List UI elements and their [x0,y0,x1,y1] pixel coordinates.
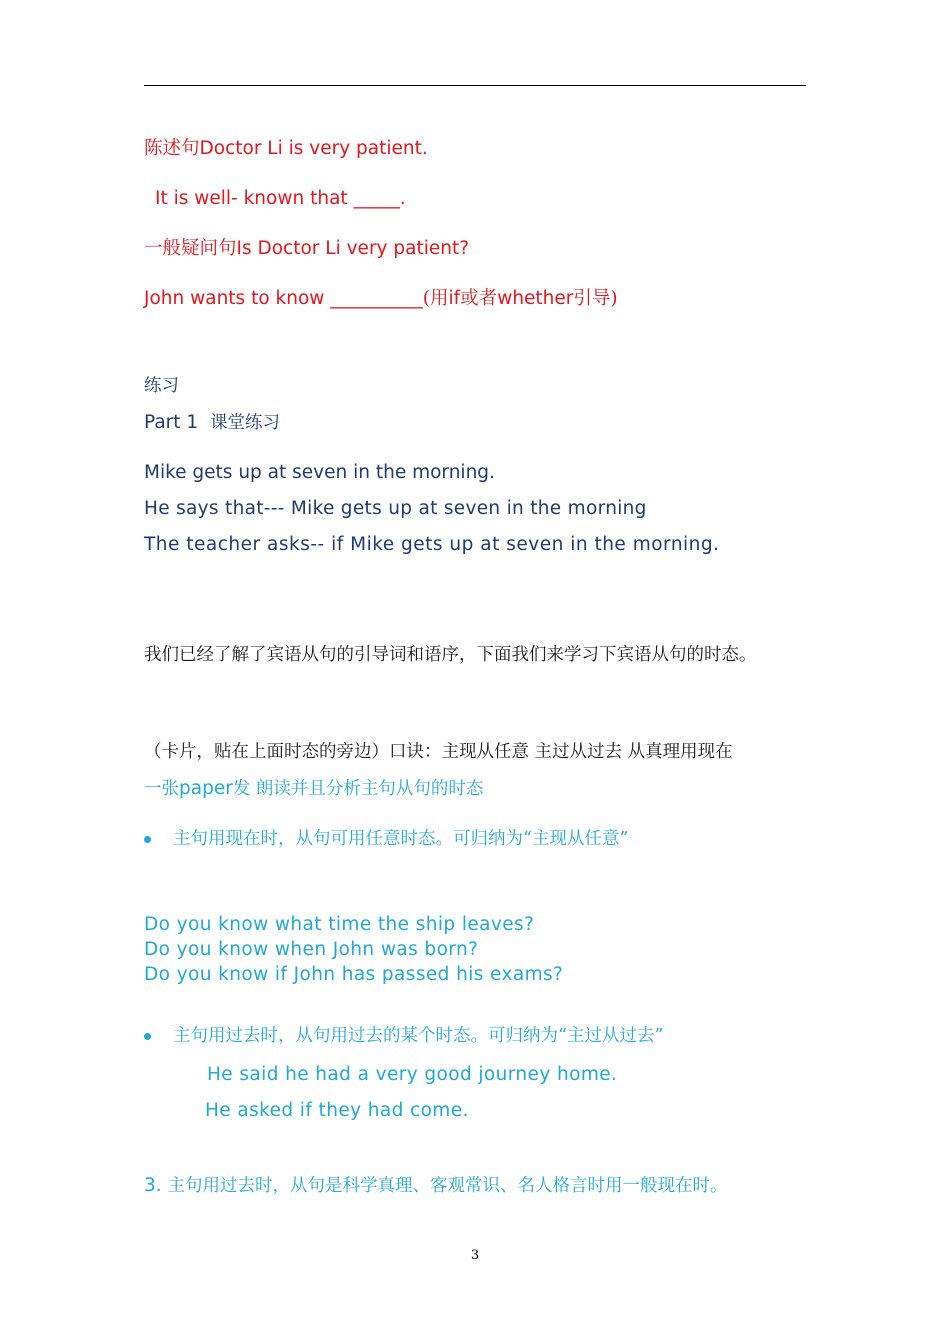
practice-sentence: Mike gets up at seven in the morning. [144,462,495,483]
paper-note [144,777,483,801]
example-sentence: Do you know when John was born? [144,939,479,960]
note-close: 引导) [573,288,618,309]
paper-note-word: paper [179,778,233,799]
note-open: (用 [422,288,449,309]
practice-heading: 练习 [144,376,179,396]
practice-sentence: He says that--- Mike gets up at seven in the morning [144,498,647,519]
part-heading [144,411,280,435]
question-sentence: Is Doctor Li very patient? [236,238,470,259]
statement-label: 陈述句 [144,138,200,159]
question-line [144,237,469,261]
rule-text: 主句用现在时，从句可用任意时态。可归纳为“主现从任意” [173,829,629,849]
rule-text: 主句用过去时，从句用过去的某个时态。可归纳为“主过从过去” [173,1026,664,1046]
question-transform [144,287,618,311]
statement-transform: It is well- known that _____. [155,188,406,209]
question-label: 一般疑问句 [144,238,237,259]
rule-3 [144,1174,728,1198]
part-label: Part 1 [144,412,199,433]
paper-note-suffix: 发 朗读并且分析主句从句的时态 [232,779,484,799]
intro-paragraph: 我们已经了解了宾语从句的引导词和语序，下面我们来学习下宾语从句的时态。 [144,645,757,665]
practice-sentence: The teacher asks-- if Mike gets up at seven in the morning. [144,534,720,555]
rule-3-number: 3. [144,1175,162,1196]
card-note: （卡片，贴在上面时态的旁边）口诀：主现从任意 主过从过去 从真理用现在 [144,742,733,762]
question-transform-prefix: John wants to know __________ [144,288,423,309]
example-sentence: Do you know what time the ship leaves? [144,914,535,935]
header-rule [144,85,806,86]
example-sentence: Do you know if John has passed his exams? [144,964,564,985]
note-if: if [448,288,461,309]
note-or: 或者 [460,288,498,309]
note-whether: whether [497,288,574,309]
bullet-marker [144,836,151,843]
example-sentence: He said he had a very good journey home. [207,1064,618,1085]
part-title: 课堂练习 [209,413,280,433]
paper-note-prefix: 一张 [144,779,179,799]
rule-3-text: 主句用过去时，从句是科学真理、客观常识、名人格言时用一般现在时。 [167,1176,728,1196]
page-number: 3 [470,1248,480,1263]
statement-sentence: Doctor Li is very patient. [199,138,428,159]
example-sentence: He asked if they had come. [205,1100,469,1121]
statement-line [144,137,428,161]
bullet-marker [144,1033,151,1040]
